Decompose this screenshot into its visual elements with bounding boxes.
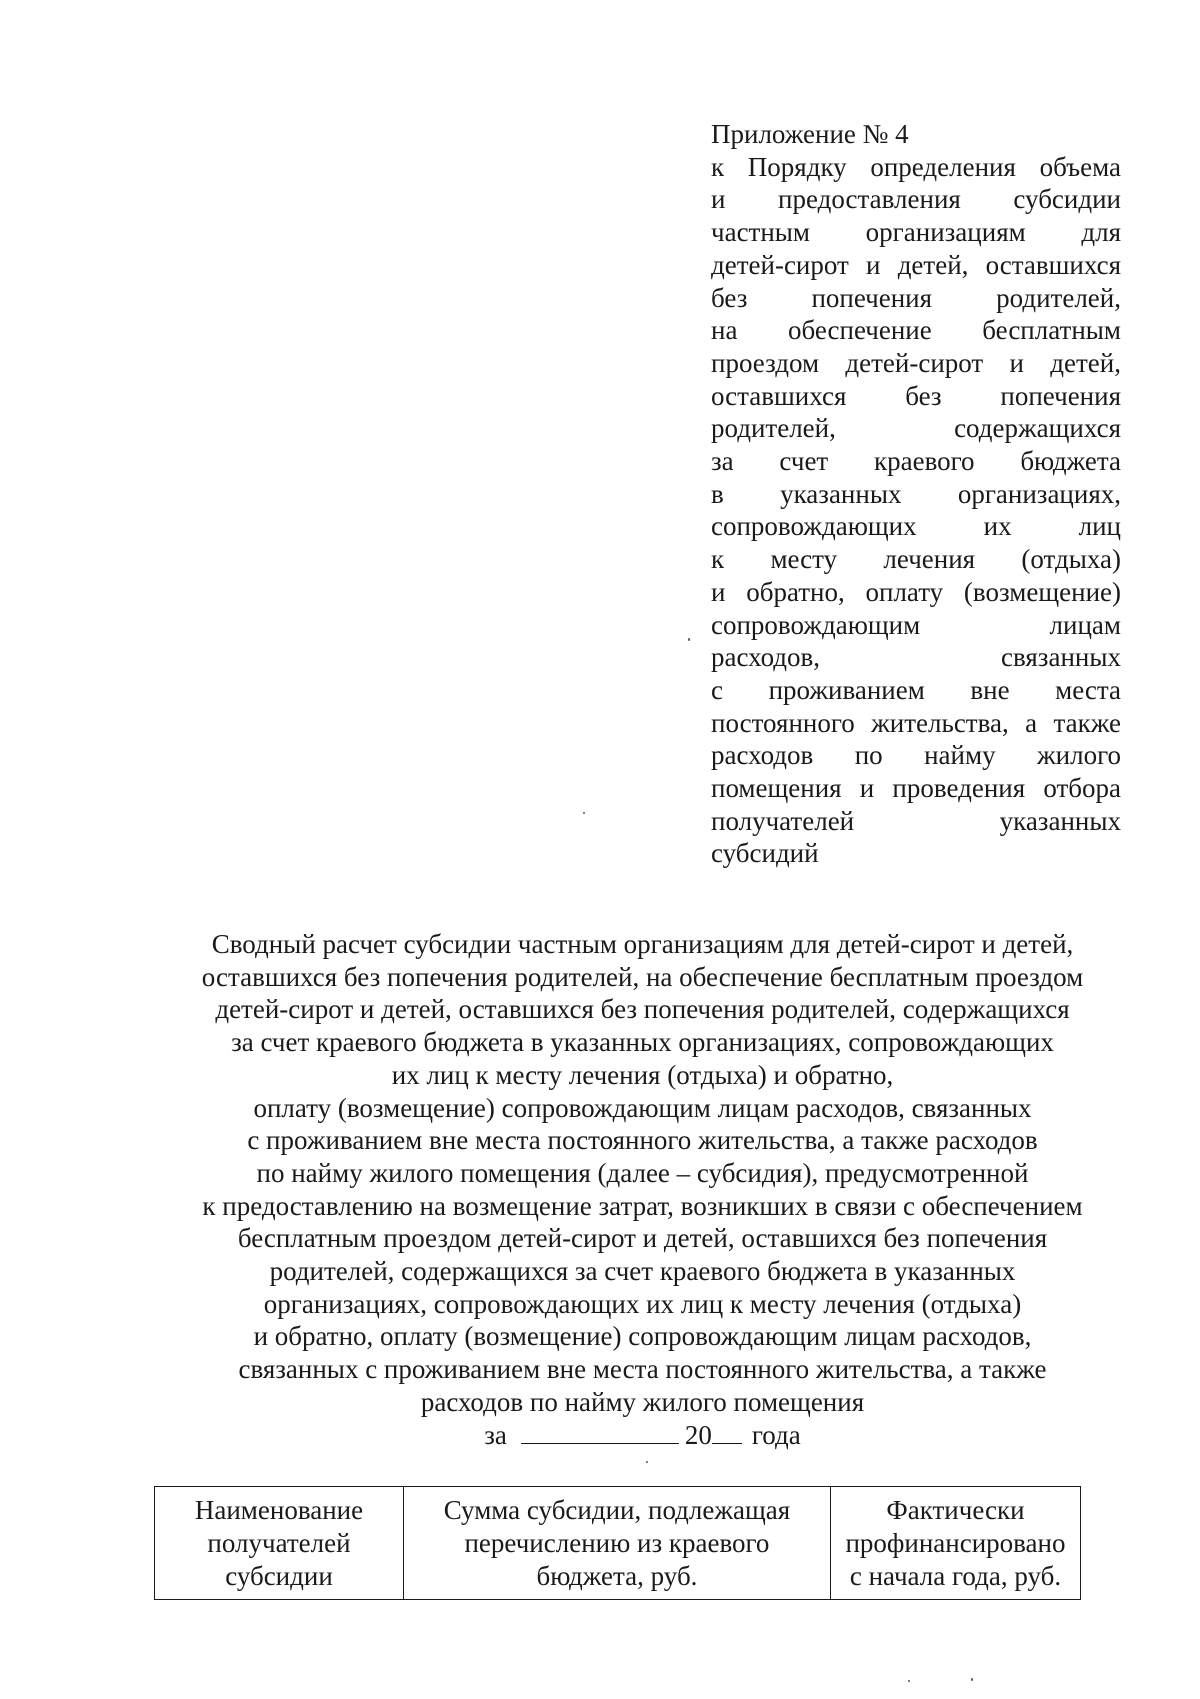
header-line: Сумма субсидии, подлежащая	[443, 1494, 791, 1525]
appendix-line: частным организациям для	[711, 217, 1121, 248]
appendix-line: сопровождающим лицам	[711, 609, 1121, 640]
header-line: Фактически	[886, 1494, 1025, 1525]
appendix-line: и обратно, оплату (возмещение)	[711, 576, 1121, 607]
heading-line: оставшихся без попечения родителей, на обеспечение бесплатным проездом	[201, 961, 1084, 992]
heading-line: оплату (возмещение) сопровождающим лицам расходов, связанных	[253, 1092, 1032, 1123]
header-line: профинансировано	[845, 1527, 1066, 1558]
appendix-line: расходов, связанных	[711, 642, 1121, 673]
heading-line: с проживанием вне места постоянного жительства, а также расходов	[247, 1125, 1038, 1156]
appendix-line: расходов по найму жилого	[711, 740, 1121, 771]
heading-line: Сводный расчет субсидии частным организациям для детей-сирот и детей,	[211, 929, 1074, 959]
document-heading	[120, 928, 1165, 1451]
period-blank-field	[521, 1419, 679, 1444]
heading-line: расходов по найму жилого помещения	[420, 1386, 865, 1417]
scan-speck	[688, 638, 690, 641]
appendix-line: постоянного жительства, а также	[711, 707, 1121, 738]
appendix-line: субсидий	[711, 838, 819, 869]
scan-speck	[971, 1678, 973, 1681]
appendix-line: сопровождающих их лиц	[711, 511, 1121, 542]
heading-line: родителей, содержащихся за счет краевого бюджета в указанных	[269, 1256, 1016, 1287]
appendix-line: и предоставления субсидии	[711, 184, 1121, 215]
period-suffix: года	[751, 1419, 801, 1450]
heading-line: по найму жилого помещения (далее – субсидия), предусмотренной	[256, 1157, 1029, 1188]
header-line: Наименование	[194, 1494, 364, 1525]
appendix-title: Приложение № 4	[711, 119, 909, 149]
header-line: с начала года, руб.	[849, 1560, 1062, 1591]
appendix-line: к Порядку определения объема	[711, 151, 1121, 182]
appendix-line: проездом детей-сирот и детей,	[711, 347, 1121, 378]
period-year-prefix: 20	[684, 1419, 712, 1450]
appendix-line: помещения и проведения отбора	[711, 773, 1121, 804]
heading-line: бесплатным проездом детей-сирот и детей, оставшихся без попечения	[237, 1223, 1048, 1254]
heading-line: детей-сирот и детей, оставшихся без попечения родителей, содержащихся	[215, 994, 1070, 1025]
appendix-block	[711, 118, 1121, 870]
scan-speck	[646, 1461, 648, 1463]
heading-line: за счет краевого бюджета в указанных организациях, сопровождающих	[231, 1027, 1054, 1058]
appendix-line: без попечения родителей,	[711, 282, 1121, 313]
appendix-line: оставшихся без попечения	[711, 380, 1121, 411]
heading-line: и обратно, оплату (возмещение) сопровождающим лицам расходов,	[253, 1321, 1032, 1352]
appendix-line: к месту лечения (отдыха)	[711, 544, 1121, 575]
year-blank-field	[712, 1419, 742, 1444]
heading-line: организациях, сопровождающих их лиц к месту лечения (отдыха)	[263, 1288, 1022, 1319]
appendix-line: детей-сирот и детей, оставшихся	[711, 249, 1121, 280]
appendix-line: на обеспечение бесплатным	[711, 315, 1121, 346]
heading-line: их лиц к месту лечения (отдыха) и обратно,	[391, 1059, 894, 1090]
appendix-line: за счет краевого бюджета	[711, 446, 1121, 477]
table-header-row	[155, 1487, 1081, 1600]
scan-speck	[583, 812, 585, 814]
heading-line: к предоставлению на возмещение затрат, возникших в связи с обеспечением	[202, 1190, 1083, 1221]
appendix-line: с проживанием вне места	[711, 674, 1121, 705]
column-header-financed	[830, 1487, 1080, 1600]
header-line: получателей	[207, 1527, 351, 1558]
heading-line: связанных с проживанием вне места постоянного жительства, а также	[238, 1354, 1047, 1385]
appendix-line: в указанных организациях,	[711, 478, 1121, 509]
column-header-subsidy-amount	[403, 1487, 830, 1600]
period-line	[120, 1419, 1165, 1452]
scan-speck	[908, 1680, 910, 1682]
header-line: субсидии	[225, 1560, 333, 1591]
appendix-line: получателей указанных	[711, 805, 1121, 836]
header-line: перечислению из краевого	[464, 1527, 770, 1558]
period-prefix: за	[484, 1419, 507, 1450]
column-header-recipient	[155, 1487, 404, 1600]
appendix-line: родителей, содержащихся	[711, 413, 1121, 444]
subsidy-table	[154, 1486, 1081, 1600]
header-line: бюджета, руб.	[536, 1560, 698, 1591]
